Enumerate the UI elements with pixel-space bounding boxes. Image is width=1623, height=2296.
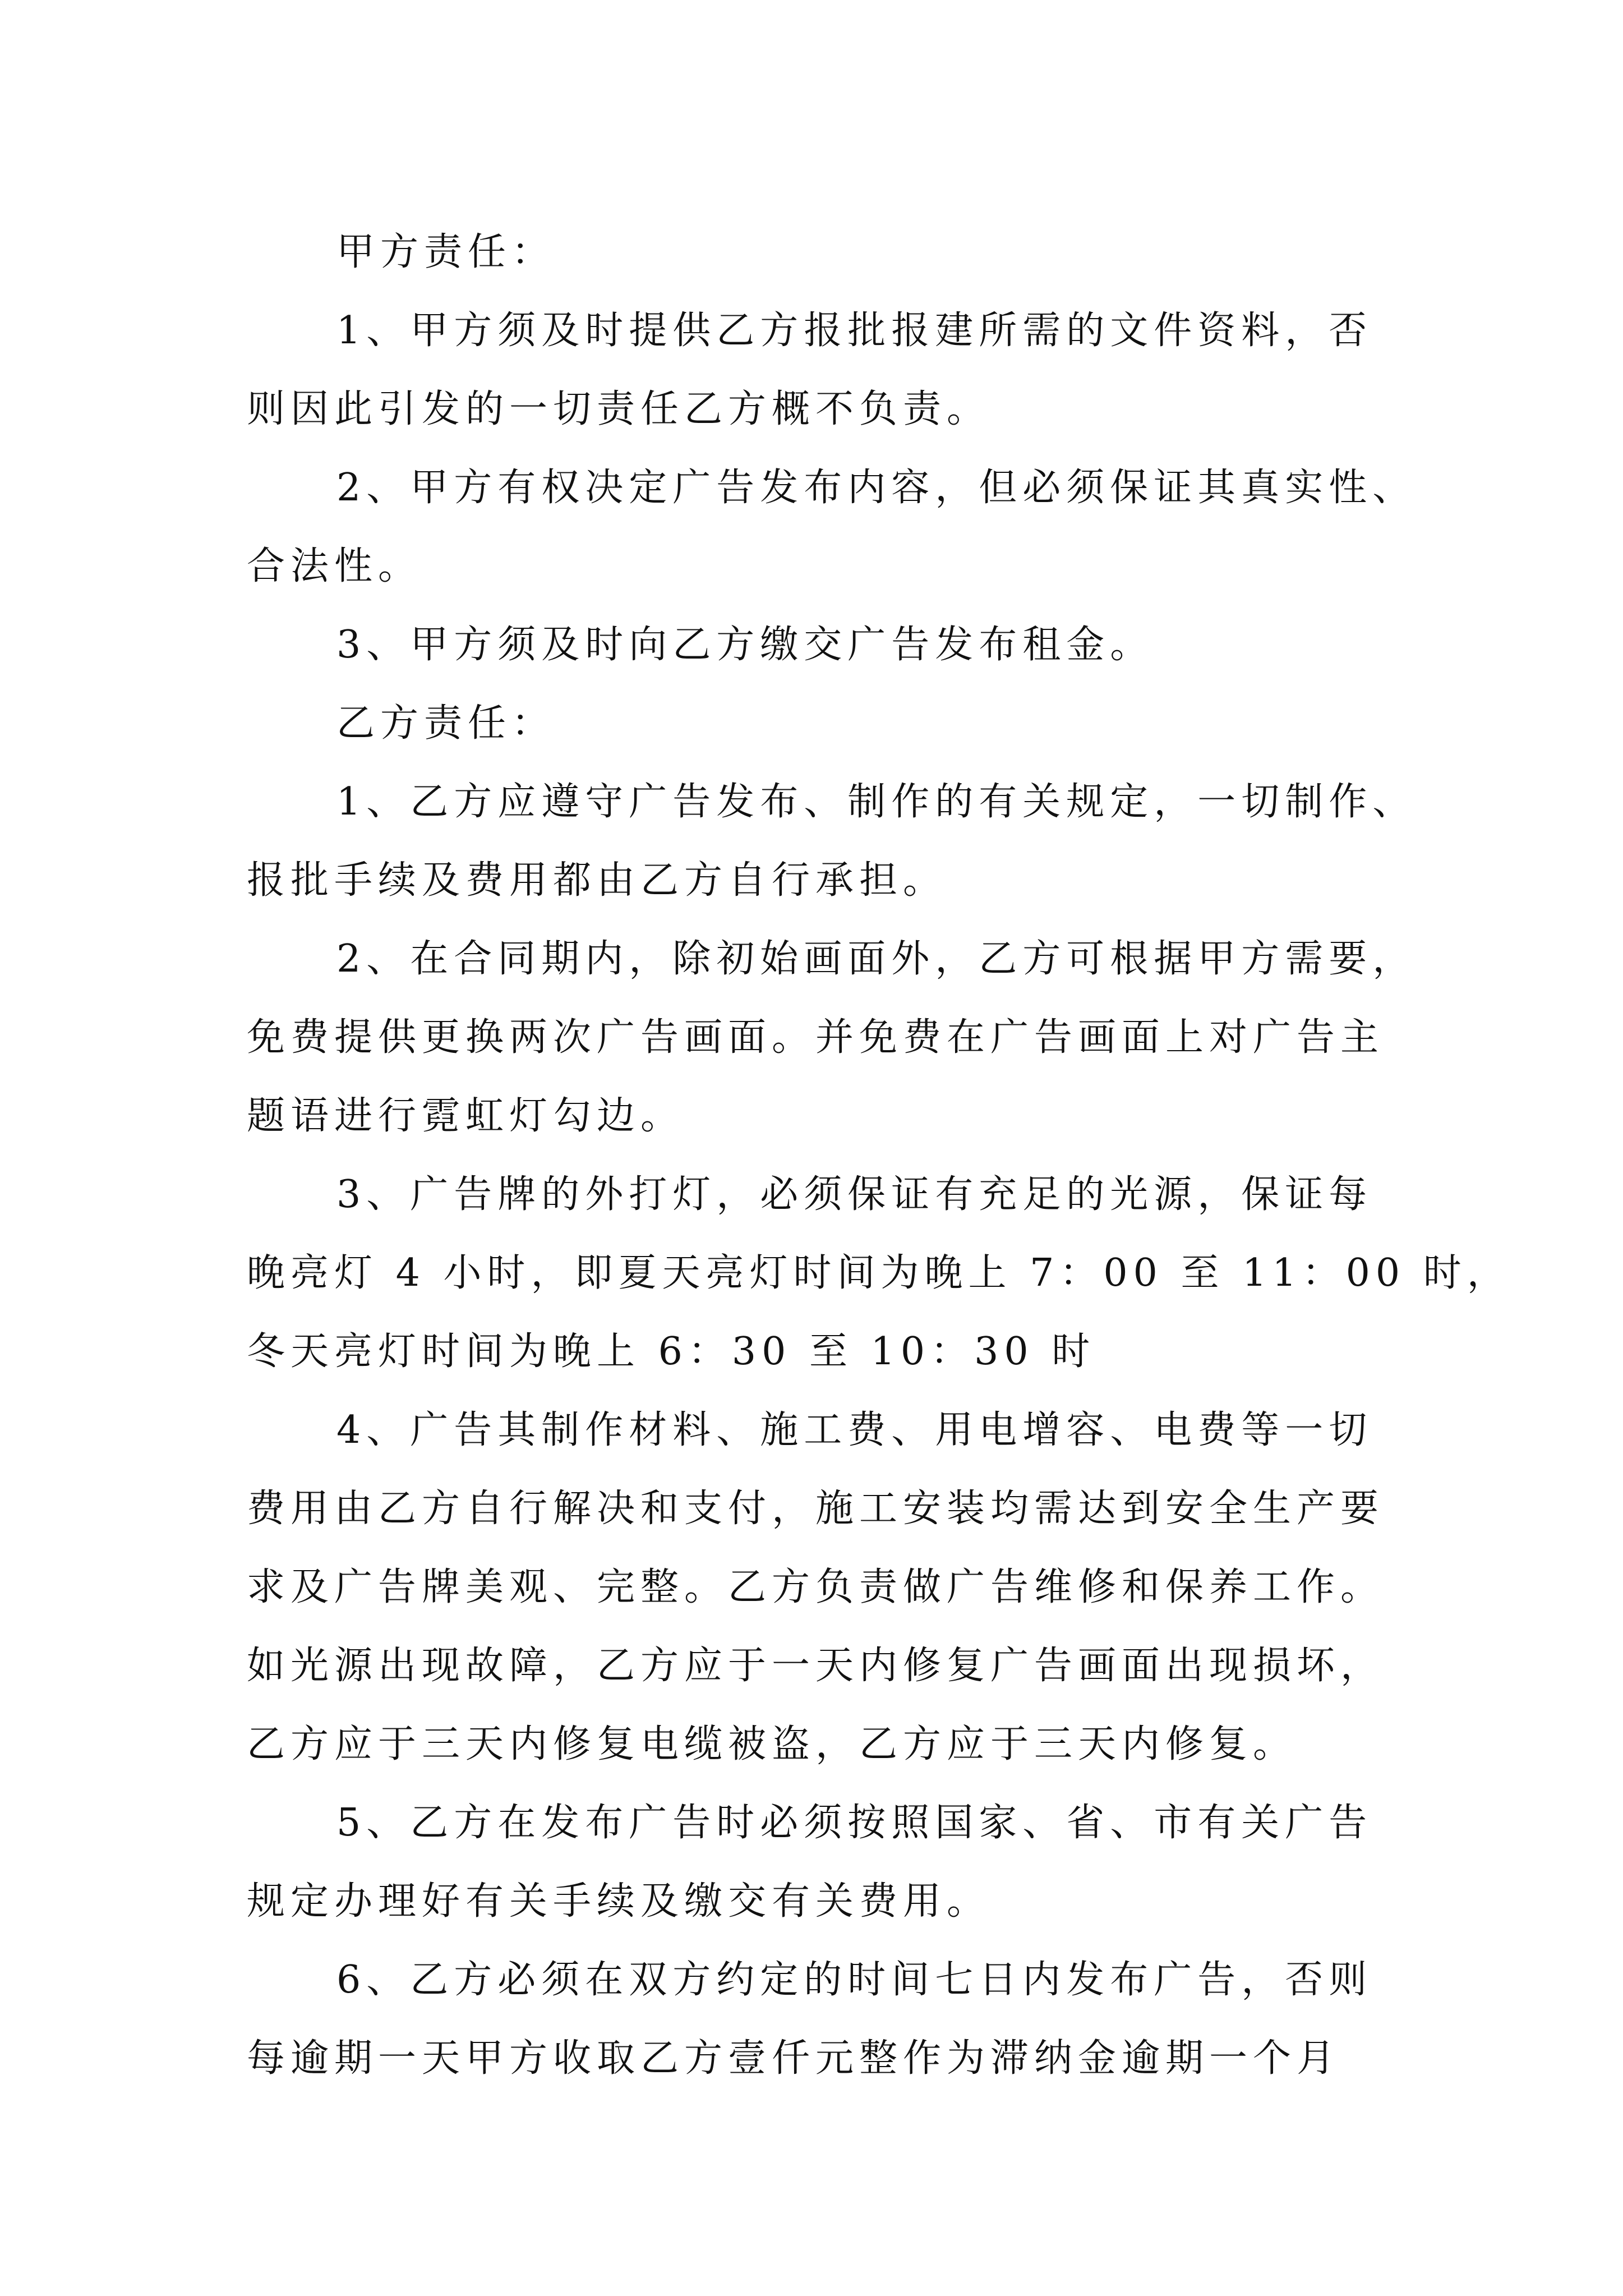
paragraph-line: 6、乙方必须在双方约定的时间七日内发布广告，否则 (336, 1958, 1373, 2002)
paragraph-line: 则因此引发的一切责任乙方概不负责。 (247, 387, 991, 431)
paragraph-line: 1、甲方须及时提供乙方报批报建所需的文件资料，否 (336, 309, 1373, 353)
paragraph-line: 乙方应于三天内修复电缆被盗，乙方应于三天内修复。 (247, 1722, 1297, 1766)
paragraph-line: 2、在合同期内，除初始画面外，乙方可根据甲方需要， (336, 937, 1417, 981)
paragraph-line: 合法性。 (247, 544, 422, 588)
paragraph-line: 冬天亮灯时间为晚上 6：30 至 10：30 时 (247, 1329, 1096, 1374)
paragraph-line: 免费提供更换两次广告画面。并免费在广告画面上对广告主 (247, 1015, 1385, 1060)
paragraph-line: 求及广告牌美观、完整。乙方负责做广告维修和保养工作。 (247, 1565, 1385, 1609)
paragraph-line: 题语进行霓虹灯勾边。 (247, 1094, 685, 1138)
paragraph-line: 费用由乙方自行解决和支付，施工安装均需达到安全生产要 (247, 1487, 1385, 1531)
paragraph-line: 报批手续及费用都由乙方自行承担。 (247, 858, 947, 903)
paragraph-line: 3、广告牌的外打灯，必须保证有充足的光源，保证每 (336, 1172, 1373, 1217)
section-heading-party-a: 甲方责任： (336, 230, 556, 274)
paragraph-line: 4、广告其制作材料、施工费、用电增容、电费等一切 (336, 1408, 1373, 1452)
paragraph-line: 2、甲方有权决定广告发布内容，但必须保证其真实性、 (336, 466, 1417, 510)
section-heading-party-b: 乙方责任： (336, 701, 556, 746)
paragraph-line: 1、乙方应遵守广告发布、制作的有关规定，一切制作、 (336, 780, 1417, 824)
paragraph-line: 5、乙方在发布广告时必须按照国家、省、市有关广告 (336, 1801, 1373, 1845)
paragraph-line: 晚亮灯 4 小时，即夏天亮灯时间为晚上 7：00 至 11：00 时， (247, 1251, 1511, 1295)
paragraph-line: 每逾期一天甲方收取乙方壹仟元整作为滞纳金逾期一个月 (247, 2036, 1341, 2081)
paragraph-line: 3、甲方须及时向乙方缴交广告发布租金。 (336, 623, 1154, 667)
paragraph-line: 如光源出现故障，乙方应于一天内修复广告画面出现损坏， (247, 1644, 1385, 1688)
paragraph-line: 规定办理好有关手续及缴交有关费用。 (247, 1879, 991, 1924)
document-body (247, 213, 1511, 2098)
